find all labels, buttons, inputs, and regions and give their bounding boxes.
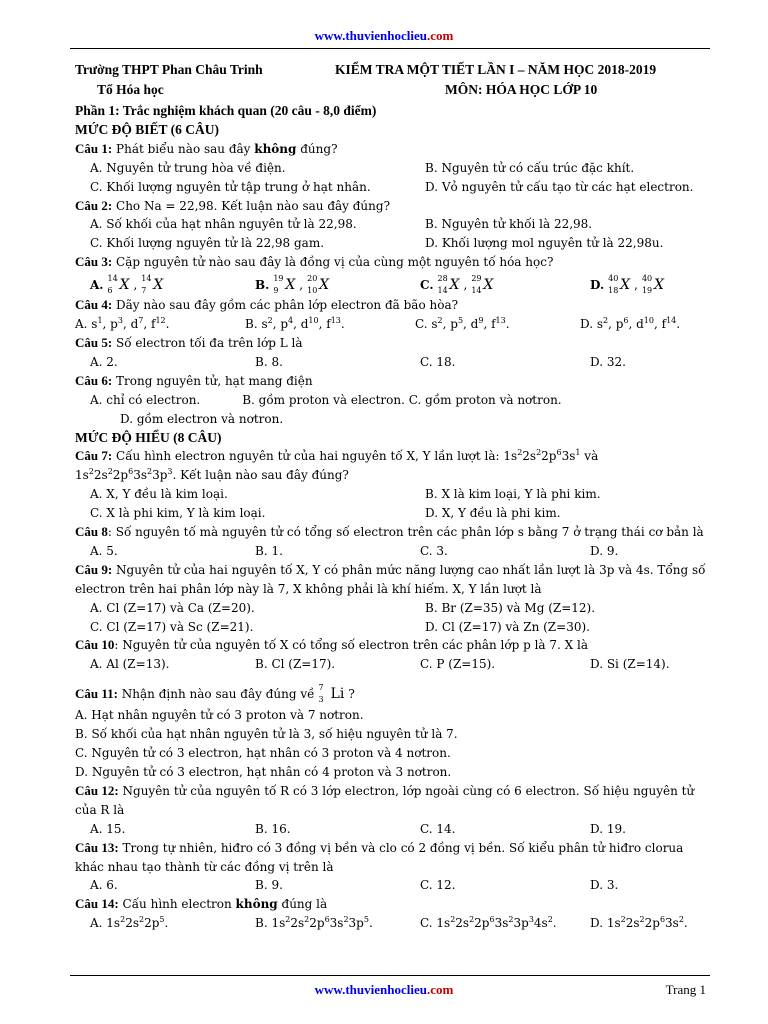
question-text: Cặp nguyên tử nào sau đây là đồng vị của cùng một nguyên tố hóa học?: [112, 255, 554, 270]
isotope: [471, 274, 494, 296]
question-9-options: [75, 599, 715, 637]
option-d: D. 3.: [590, 878, 619, 893]
question-label: Câu 12:: [75, 782, 119, 798]
header-rule: [70, 48, 710, 49]
question-8: [75, 523, 715, 542]
question-5-options: [75, 353, 715, 372]
option-b: B. 1.: [255, 543, 283, 558]
option-c: C. $s^2$, $p^5$, $d^9$, $f^{13}$.: [415, 316, 510, 332]
mass-number: 40: [641, 274, 653, 284]
question-text: Dãy nào sau đây gồm các phân lớp electron đã bão hòa?: [112, 298, 459, 313]
question-text: đúng là: [277, 897, 328, 912]
element-symbol: X: [153, 277, 164, 294]
question-5: [75, 334, 715, 353]
question-12: [75, 782, 715, 820]
question-text: . Kết luận nào sau đây đúng?: [172, 468, 349, 483]
site-name: www.thuvienhoclieu: [314, 982, 427, 997]
option-d: D. X, Y đều là phi kim.: [425, 506, 561, 521]
site-name: www.thuvienhoclieu: [314, 28, 427, 43]
element-symbol: X: [653, 277, 664, 294]
question-12-options: [75, 820, 715, 839]
atomic-number: 14: [471, 286, 482, 296]
option-letter: C.: [420, 278, 434, 293]
question-text: Cấu hình electron: [118, 897, 236, 912]
question-label: Câu 4:: [75, 297, 113, 313]
question-text: ?: [348, 687, 355, 702]
option-c: C. $1s^22s^22p^63s^23p^34s^2$.: [420, 915, 557, 931]
option-letter: D.: [590, 278, 605, 293]
question-emphasis: không: [254, 141, 297, 156]
question-10-options: [75, 655, 715, 674]
option-d: D. Cl (Z=17) và Zn (Z=30).: [425, 619, 590, 634]
question-14: [75, 895, 715, 914]
atomic-number: 6: [107, 286, 113, 296]
option-c: C. 14.: [420, 821, 456, 836]
atomic-number: 14: [437, 286, 448, 296]
option-b: B. Br (Z=35) và Mg (Z=12).: [425, 600, 596, 615]
option-a: A. 5.: [90, 543, 118, 558]
question-label: Câu 10: [75, 637, 115, 653]
question-3-options: [75, 274, 715, 296]
atomic-number: 7: [141, 286, 147, 296]
option-c: C. 12.: [420, 878, 456, 893]
question-text: Nguyên tử của nguyên tố R có 3 lớp electron, lớp ngoài cùng có 6 electron. Số hiệu nguyên tử của R là: [75, 783, 695, 817]
exam-title: KIỂM TRA MỘT TIẾT LẦN I – NĂM HỌC 2018-2019: [335, 62, 657, 77]
option-b: B. Nguyên tử có cấu trúc đặc khít.: [425, 160, 635, 175]
question-9: [75, 561, 715, 599]
option-b: B. 9.: [255, 878, 283, 893]
option-a: A. Hạt nhân nguyên tử có 3 proton và 7 nơtron.: [75, 708, 364, 723]
question-text: Trong tự nhiên, hiđro có 3 đồng vị bền và clo có 2 đồng vị bền. Số kiểu phân tử hiđro clorua khác nhau tạo thành từ các đồng vị trên là: [75, 840, 684, 874]
option-a: A. $s^1$, $p^3$, $d^7$, $f^{12}$.: [75, 316, 170, 332]
option-a: A. 6.: [90, 878, 118, 893]
atomic-number: 18: [608, 286, 619, 296]
question-text: Số electron tối đa trên lớp L là: [112, 335, 303, 350]
option-d: D. $s^2$, $p^6$, $d^{10}$, $f^{14}$.: [580, 316, 681, 332]
option-b: B. $1s^22s^22p^63s^23p^5$.: [255, 915, 373, 931]
mass-number: 40: [608, 274, 619, 284]
mass-number: 14: [141, 274, 152, 284]
element-symbol: Li: [330, 686, 345, 703]
school-name: Trường THPT Phan Châu Trinh: [75, 62, 263, 77]
option-c: C. Khối lượng nguyên tử là 22,98 gam.: [90, 236, 325, 251]
question-label: Câu 2:: [75, 197, 113, 213]
option-a: A. 15.: [90, 821, 126, 836]
option-d: D. Vỏ nguyên tử cấu tạo từ các hạt electron.: [425, 179, 694, 194]
option-a: A. Nguyên tử trung hòa về điện.: [90, 160, 286, 175]
question-text: : Nguyên tử của nguyên tố X có tổng số electron trên các phân lớp p là 7. X là: [114, 638, 588, 653]
option-b: B. Số khối của hạt nhân nguyên tử là 3, số hiệu nguyên tử là 7.: [75, 727, 458, 742]
footer-rule: [70, 975, 710, 976]
department: Tổ Hóa học: [97, 82, 164, 97]
mass-number: 19: [273, 274, 284, 284]
atomic-number: 3: [318, 695, 324, 705]
question-8-options: [75, 542, 715, 561]
isotope: [608, 274, 631, 296]
option-b: B. Nguyên tử khối là 22,98.: [425, 217, 593, 232]
element-symbol: X: [119, 277, 130, 294]
question-label: Câu 3:: [75, 254, 113, 270]
option-a: A. Cl (Z=17) và Ca (Z=20).: [90, 600, 255, 615]
question-text: và: [580, 449, 599, 464]
option-b: B. 16.: [255, 821, 291, 836]
option-c: C. P (Z=15).: [420, 657, 496, 672]
question-11-options: [75, 706, 715, 782]
mass-number: 14: [107, 274, 118, 284]
question-text: Cấu hình electron nguyên tử của hai nguyên tố X, Y lần lượt là:: [112, 449, 500, 464]
option-d: D. 40 18 X , 40 19 X: [590, 274, 715, 296]
option-c: C. Khối lượng nguyên tử tập trung ở hạt nhân.: [90, 179, 371, 194]
question-11: [75, 682, 715, 706]
option-c: C. Nguyên tử có 3 electron, hạt nhân có 3 proton và 4 nơtron.: [75, 746, 451, 761]
isotope-li: [318, 682, 345, 706]
option-d: D. $1s^22s^22p^63s^2$.: [590, 915, 688, 931]
exam-header: [75, 60, 715, 100]
site-header[interactable]: [0, 28, 768, 44]
atomic-number: 10: [307, 286, 318, 296]
config-x: $1s^22s^22p^63s^1$: [503, 448, 581, 464]
element-symbol: X: [319, 277, 330, 294]
question-2-options: [75, 215, 715, 253]
question-10: [75, 636, 715, 655]
option-a: A. $1s^22s^22p^5$.: [90, 915, 169, 931]
option-a: A. Số khối của hạt nhân nguyên tử là 22,98.: [90, 217, 357, 232]
question-1: [75, 140, 715, 159]
question-6: [75, 372, 715, 391]
option-b: B. 8.: [255, 354, 283, 369]
question-label: Câu 13:: [75, 839, 119, 855]
option-d: D. 19.: [590, 821, 626, 836]
option-d: D. Nguyên tử có 3 electron, hạt nhân có 4 proton và 3 nơtron.: [75, 765, 452, 779]
atomic-number: 19: [641, 286, 653, 296]
option-letter: A.: [90, 278, 104, 293]
question-label: Câu 6:: [75, 372, 113, 388]
config-y: $1s^22s^22p^63s^23p^3$: [75, 467, 173, 483]
document-body: [75, 60, 715, 933]
question-6-option-d: D. gồm electron và nơtron.: [120, 411, 284, 426]
question-text: Trong nguyên tử, hạt mang điện: [112, 373, 313, 388]
isotope: [437, 274, 460, 296]
option-d: D. Khối lượng mol nguyên tử là 22,98u.: [425, 236, 664, 251]
question-label: Câu 7:: [75, 448, 113, 464]
option-c: C. X là phi kim, Y là kim loại.: [90, 506, 266, 521]
mass-number: 29: [471, 274, 482, 284]
option-d: D. 9.: [590, 543, 619, 558]
question-7: [75, 447, 715, 485]
question-4: [75, 296, 715, 315]
question-text: : Số nguyên tố mà nguyên tử có tổng số electron trên các phân lớp s bằng 7 ở trạng thái cơ bản là: [107, 525, 704, 540]
question-4-options: [75, 315, 715, 334]
level-understand: MỨC ĐỘ HIỂU (8 CÂU): [75, 429, 222, 445]
option-a: A. X, Y đều là kim loại.: [90, 487, 228, 502]
option-a: A. 2.: [90, 354, 118, 369]
option-b: B. $s^2$, $p^4$, $d^{10}$, $f^{13}$.: [245, 316, 345, 332]
question-text: đúng?: [296, 141, 338, 156]
question-label: Câu 1:: [75, 140, 113, 156]
element-symbol: X: [483, 277, 494, 294]
option-b: B. 19 9 X , 20 10 X: [255, 274, 420, 296]
level-know: MỨC ĐỘ BIẾT (6 CÂU): [75, 121, 219, 137]
option-letter: B.: [255, 278, 270, 293]
isotope: [141, 274, 164, 296]
option-c: C. Cl (Z=17) và Sc (Z=21).: [90, 619, 254, 634]
question-text: Nguyên tử của hai nguyên tố X, Y có phân mức năng lượng cao nhất lần lượt là 3p và 4s. Tổng số electron trên hai phân lớp này là 7, X không phải là khí hiếm. X, Y lần lượt là: [75, 562, 706, 596]
question-label: Câu 11:: [75, 686, 118, 702]
question-label: Câu 5:: [75, 334, 113, 350]
isotope: [273, 274, 296, 296]
element-symbol: X: [449, 277, 460, 294]
question-13: [75, 839, 715, 877]
element-symbol: X: [285, 277, 296, 294]
question-text: Phát biểu nào sau đây: [112, 141, 255, 156]
option-d: D. 32.: [590, 354, 626, 369]
option-c: C. 3.: [420, 543, 448, 558]
isotope: [641, 274, 664, 296]
page-number: Trang 1: [665, 982, 706, 997]
part-title: Phần 1: Trắc nghiệm khách quan (20 câu - 8,0 điểm): [75, 103, 377, 118]
question-label: Câu 9:: [75, 561, 113, 577]
element-symbol: X: [620, 277, 631, 294]
question-text: Cho Na = 22,98. Kết luận nào sau đây đúng?: [112, 198, 390, 213]
option-a: A. Al (Z=13).: [90, 657, 170, 672]
mass-number: 28: [437, 274, 448, 284]
question-3: [75, 253, 715, 272]
question-6-options-abc: A. chỉ có electron. B. gồm proton và electron. C. gồm proton và nơtron.: [90, 392, 562, 407]
option-c: C. 28 14 X , 29 14 X: [420, 274, 590, 296]
question-7-options: [75, 485, 715, 523]
option-b: B. X là kim loại, Y là phi kim.: [425, 487, 601, 502]
option-c: C. 18.: [420, 354, 456, 369]
atomic-number: 9: [273, 286, 279, 296]
question-2: [75, 197, 715, 216]
question-label: Câu 14:: [75, 896, 119, 912]
option-d: D. Si (Z=14).: [590, 657, 670, 672]
question-emphasis: không: [235, 897, 278, 912]
isotope: [107, 274, 130, 296]
option-a: A. 14 6 X , 14 7 X: [90, 274, 255, 296]
question-13-options: [75, 876, 715, 895]
site-tld: .com: [426, 28, 454, 43]
isotope: [307, 274, 330, 296]
question-1-options: [75, 159, 715, 197]
question-text: Nhận định nào sau đây đúng về: [117, 687, 315, 702]
question-14-options: [75, 914, 715, 933]
option-b: B. Cl (Z=17).: [255, 657, 336, 672]
site-tld: .com: [426, 982, 454, 997]
mass-number: 7: [318, 683, 324, 693]
subject: MÔN: HÓA HỌC LỚP 10: [445, 82, 598, 97]
question-label: Câu 8: [75, 524, 108, 540]
mass-number: 20: [307, 274, 318, 284]
site-footer[interactable]: [0, 982, 768, 998]
